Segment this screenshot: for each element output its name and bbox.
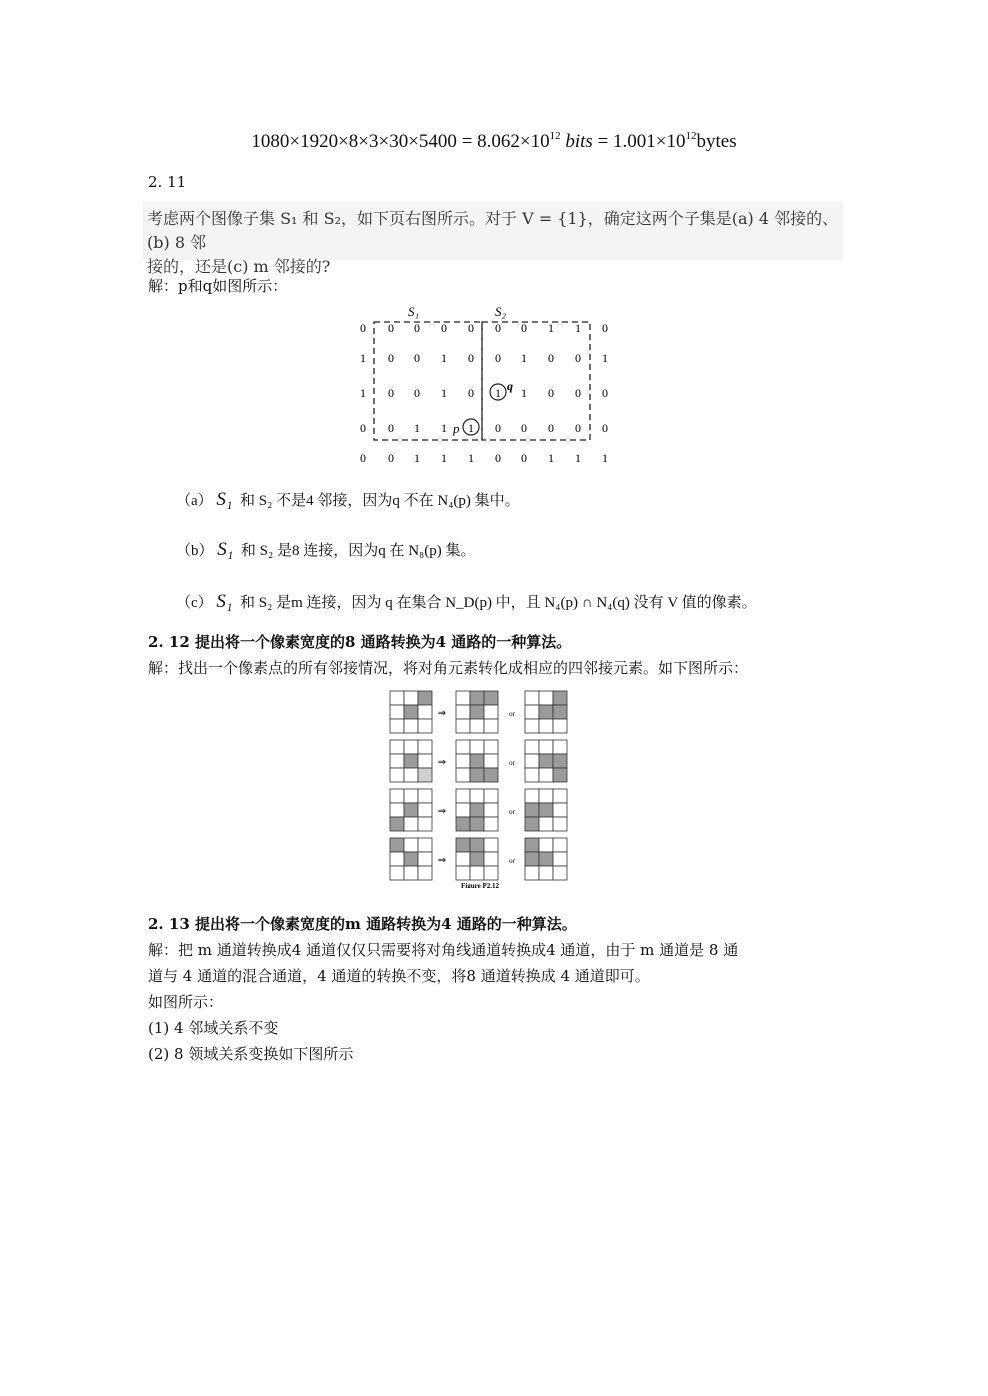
grid-cell (525, 866, 539, 880)
grid-digit: 0 (468, 321, 474, 335)
grid-digit: 1 (441, 421, 447, 435)
grid-cell (539, 740, 553, 754)
grid-digit: 0 (602, 386, 608, 400)
grid-cell (404, 803, 418, 817)
grid-cell (418, 803, 432, 817)
formula-rhs: = 1.001×10 (597, 131, 686, 152)
item-c (176, 592, 757, 613)
grid-cell (390, 789, 404, 803)
question-line-1: 考虑两个图像子集 S₁ 和 S₂，如下页右图所示。对于 V = {1}，确定这两个子集是(a) 4 邻接的、(b) 8 邻 (147, 209, 839, 252)
formula-unit2: bytes (696, 131, 737, 152)
grid-cell (525, 691, 539, 705)
formula-mid: = 8.062×10 (461, 131, 550, 152)
small-grid-group (390, 691, 567, 880)
grid-cell (456, 740, 470, 754)
item-c-marker: （c） (176, 595, 213, 611)
grid-digit: 0 (360, 321, 366, 335)
answer-2-13-line-2: 道与 4 通道的混合通道，4 通道的转换不变，将8 通道转换成 4 通道即可。 (148, 967, 650, 985)
grid-digit: 1 (360, 351, 366, 365)
grid-cell (390, 740, 404, 754)
grid-cell (390, 838, 404, 852)
formula-line (0, 130, 988, 153)
grid-cell (553, 768, 567, 782)
grid-cell (418, 740, 432, 754)
grid-digit: 1 (548, 321, 554, 335)
grid-cell (418, 691, 432, 705)
section-heading-2-13: 2. 13 提出将一个像素宽度的m 通路转换为4 通路的一种算法。 (148, 915, 577, 933)
answer-2-12: 解：找出一个像素点的所有邻接情况，将对角元素转化成相应的四邻接元素。如下图所示： (148, 659, 749, 677)
item-a-marker: （a） (176, 493, 213, 509)
grid-cell (456, 852, 470, 866)
grid-cell (418, 768, 432, 782)
grid-cell (484, 754, 498, 768)
grid-digit: 0 (495, 321, 501, 335)
grid-cell (525, 789, 539, 803)
grid-digit: 0 (360, 451, 366, 465)
grid-cell (470, 817, 484, 831)
grid-digit: 0 (548, 421, 554, 435)
grid-cell (418, 789, 432, 803)
grid-cell (418, 852, 432, 866)
or-label: or (509, 857, 515, 865)
grid-cell (418, 705, 432, 719)
label-s2: S₂ (495, 304, 507, 319)
grid-digit: 0 (521, 451, 527, 465)
grid-cell (553, 838, 567, 852)
grid-cell (390, 803, 404, 817)
grid-cell (484, 705, 498, 719)
grid-cell (525, 817, 539, 831)
grid-digit: 1 (495, 386, 501, 400)
section-heading-2-12: 2. 12 提出将一个像素宽度的8 通路转换为4 通路的一种算法。 (148, 633, 572, 651)
list-item-2: (2) 8 领域关系变换如下图所示 (148, 1045, 354, 1063)
grid-cell (404, 866, 418, 880)
grid-digit: 0 (548, 386, 554, 400)
grid-cell (456, 705, 470, 719)
grid-cell (404, 705, 418, 719)
grid-cell (470, 768, 484, 782)
grid-cell (456, 789, 470, 803)
grid-cell (404, 817, 418, 831)
grid-digit: 0 (388, 451, 394, 465)
grid-cell (525, 705, 539, 719)
grid-cell (553, 817, 567, 831)
grid-cell (390, 817, 404, 831)
formula-exp1: 12 (549, 130, 561, 142)
grid-digit: 1 (602, 351, 608, 365)
grid-cell (525, 803, 539, 817)
grid-digit: 1 (575, 321, 581, 335)
grid-digit: 0 (414, 321, 420, 335)
grid-cell (418, 817, 432, 831)
formula-lhs: 1080×1920×8×3×30×5400 (251, 131, 457, 152)
grid-cell (539, 866, 553, 880)
grid-cell (456, 866, 470, 880)
item-a (176, 490, 520, 511)
grid-cell (553, 719, 567, 733)
grid-digit: 0 (602, 321, 608, 335)
grid-cell (553, 852, 567, 866)
item-b-and: 和 S₂ (240, 543, 274, 559)
grid-cell (404, 754, 418, 768)
grid-cell (484, 691, 498, 705)
grid-cell (484, 789, 498, 803)
grid-digit: 0 (388, 321, 394, 335)
grid-cell (539, 838, 553, 852)
grid-digit: 0 (388, 386, 394, 400)
item-a-s1: S₁ (216, 489, 233, 510)
grid-digit: 0 (495, 421, 501, 435)
grid-cell (456, 768, 470, 782)
grid-cell (484, 768, 498, 782)
grid-digit: 1 (602, 451, 608, 465)
or-label: or (509, 710, 515, 718)
grid-cell (539, 719, 553, 733)
grid-cell (390, 754, 404, 768)
grid-digit: 1 (548, 451, 554, 465)
grid-cell (404, 852, 418, 866)
arrow-icon: ⇒ (437, 708, 447, 719)
grid-cell (456, 817, 470, 831)
grid-cell (553, 803, 567, 817)
grid-cell (525, 838, 539, 852)
binary-grid-figure (350, 296, 620, 471)
grid-digit: 0 (495, 351, 501, 365)
grid-cell (390, 866, 404, 880)
grid-digit: 0 (360, 421, 366, 435)
grid-cell (484, 838, 498, 852)
grid-digit: 1 (521, 351, 527, 365)
grid-cell (539, 789, 553, 803)
grid-cell (418, 754, 432, 768)
grid-digit: 1 (468, 421, 474, 435)
grid-cell (418, 719, 432, 733)
grid-cell (539, 768, 553, 782)
grid-cell (553, 789, 567, 803)
grid-cell (525, 740, 539, 754)
grid-cell (470, 705, 484, 719)
grid-cell (390, 719, 404, 733)
grid-cell (525, 852, 539, 866)
grid-cell (404, 838, 418, 852)
grid-cell (390, 768, 404, 782)
grid-cell (470, 740, 484, 754)
grid-cell (470, 754, 484, 768)
arrow-icon: ⇒ (437, 806, 447, 817)
grid-digit: 0 (521, 321, 527, 335)
grid-digit: 0 (414, 386, 420, 400)
grid-cell (390, 852, 404, 866)
neighbor-conversion-figure (385, 688, 575, 888)
grid-digit: 1 (360, 386, 366, 400)
grid-digit: 1 (441, 451, 447, 465)
grid-digit: 0 (388, 421, 394, 435)
grid-cell (484, 803, 498, 817)
grid-cell (553, 740, 567, 754)
item-b-text: 是8 连接，因为q 在 N₈(p) 集。 (276, 543, 476, 559)
grid-cell (470, 719, 484, 733)
formula-exp2: 12 (685, 130, 697, 142)
grid-cell (539, 754, 553, 768)
grid-cell (456, 754, 470, 768)
grid-digit: 1 (414, 451, 420, 465)
grid-cell (484, 817, 498, 831)
item-c-text: 是m 连接，因为 q 在集合 N_D(p) 中，且 N₄(p) ∩ N₄(q) 没有 V 值的像素。 (276, 595, 757, 611)
grid-cell (484, 719, 498, 733)
formula-unit1: bits (565, 131, 593, 152)
grid-cell (553, 866, 567, 880)
grid-cell (456, 803, 470, 817)
grid-cell (404, 789, 418, 803)
figure-caption: Figure P2.12 (461, 882, 499, 888)
arrow-icon: ⇒ (437, 855, 447, 866)
grid-digit: 0 (468, 351, 474, 365)
grid-digit: 1 (468, 451, 474, 465)
grid-digit: 0 (548, 351, 554, 365)
section-heading-2-11: 2. 11 (148, 173, 187, 191)
grid-cell (539, 817, 553, 831)
grid-cell (470, 691, 484, 705)
grid-cell (484, 740, 498, 754)
grid-cell (525, 754, 539, 768)
grid-digit: 0 (468, 386, 474, 400)
question-line-2: 接的，还是(c) m 邻接的? (147, 257, 331, 276)
grid-cell (390, 705, 404, 719)
grid-digit: 0 (575, 421, 581, 435)
grid-cell (404, 691, 418, 705)
grid-digit: 0 (521, 421, 527, 435)
grid-cell (404, 768, 418, 782)
grid-cell (456, 719, 470, 733)
answer-intro-2-11: 解：p和q如图所示： (148, 277, 288, 295)
label-q: q (507, 379, 513, 393)
grid-cell (484, 866, 498, 880)
grid-cell (470, 803, 484, 817)
grid-cell (484, 852, 498, 866)
grid-cell (553, 754, 567, 768)
grid-cell (456, 838, 470, 852)
item-b-s1: S₁ (217, 539, 234, 560)
or-label: or (509, 759, 515, 767)
grid-cell (539, 691, 553, 705)
grid-digits (360, 321, 608, 465)
grid-cell (404, 719, 418, 733)
label-p: p (453, 421, 460, 436)
grid-digit: 0 (414, 351, 420, 365)
grid-digit: 0 (441, 321, 447, 335)
label-s1: S₁ (408, 304, 420, 319)
grid-cell (539, 705, 553, 719)
grid-cell (418, 866, 432, 880)
or-label: or (509, 808, 515, 816)
item-b-marker: （b） (176, 543, 214, 559)
grid-digit: 1 (441, 351, 447, 365)
grid-cell (470, 789, 484, 803)
grid-cell (553, 691, 567, 705)
grid-cell (539, 852, 553, 866)
item-c-s1: S₁ (216, 591, 233, 612)
answer-2-13-line-3: 如图所示： (148, 993, 224, 1011)
grid-cell (553, 705, 567, 719)
answer-2-13-line-1: 解：把 m 通道转换成4 通道仅仅只需要将对角线通道转换成4 通道，由于 m 通道是 8 通 (148, 941, 739, 959)
grid-digit: 1 (521, 386, 527, 400)
grid-digit: 0 (388, 351, 394, 365)
item-a-text: 不是4 邻接，因为q 不在 N₄(p) 集中。 (276, 493, 520, 509)
grid-cell (539, 803, 553, 817)
grid-cell (470, 838, 484, 852)
grid-cell (525, 719, 539, 733)
question-scan-box (143, 202, 843, 276)
grid-cell (456, 691, 470, 705)
grid-cell (525, 768, 539, 782)
grid-digit: 0 (602, 421, 608, 435)
grid-digit: 1 (414, 421, 420, 435)
item-b (176, 540, 476, 561)
grid-digit: 0 (575, 351, 581, 365)
grid-digit: 0 (495, 451, 501, 465)
grid-digit: 1 (441, 386, 447, 400)
grid-cell (404, 740, 418, 754)
grid-cell (418, 838, 432, 852)
grid-cell (470, 852, 484, 866)
arrow-icon: ⇒ (437, 757, 447, 768)
grid-cell (470, 866, 484, 880)
list-item-1: (1) 4 邻域关系不变 (148, 1019, 279, 1037)
item-a-and: 和 S₂ (240, 493, 273, 509)
item-c-and: 和 S₂ (240, 595, 273, 611)
grid-digit: 0 (575, 386, 581, 400)
grid-cell (390, 691, 404, 705)
grid-digit: 1 (575, 451, 581, 465)
